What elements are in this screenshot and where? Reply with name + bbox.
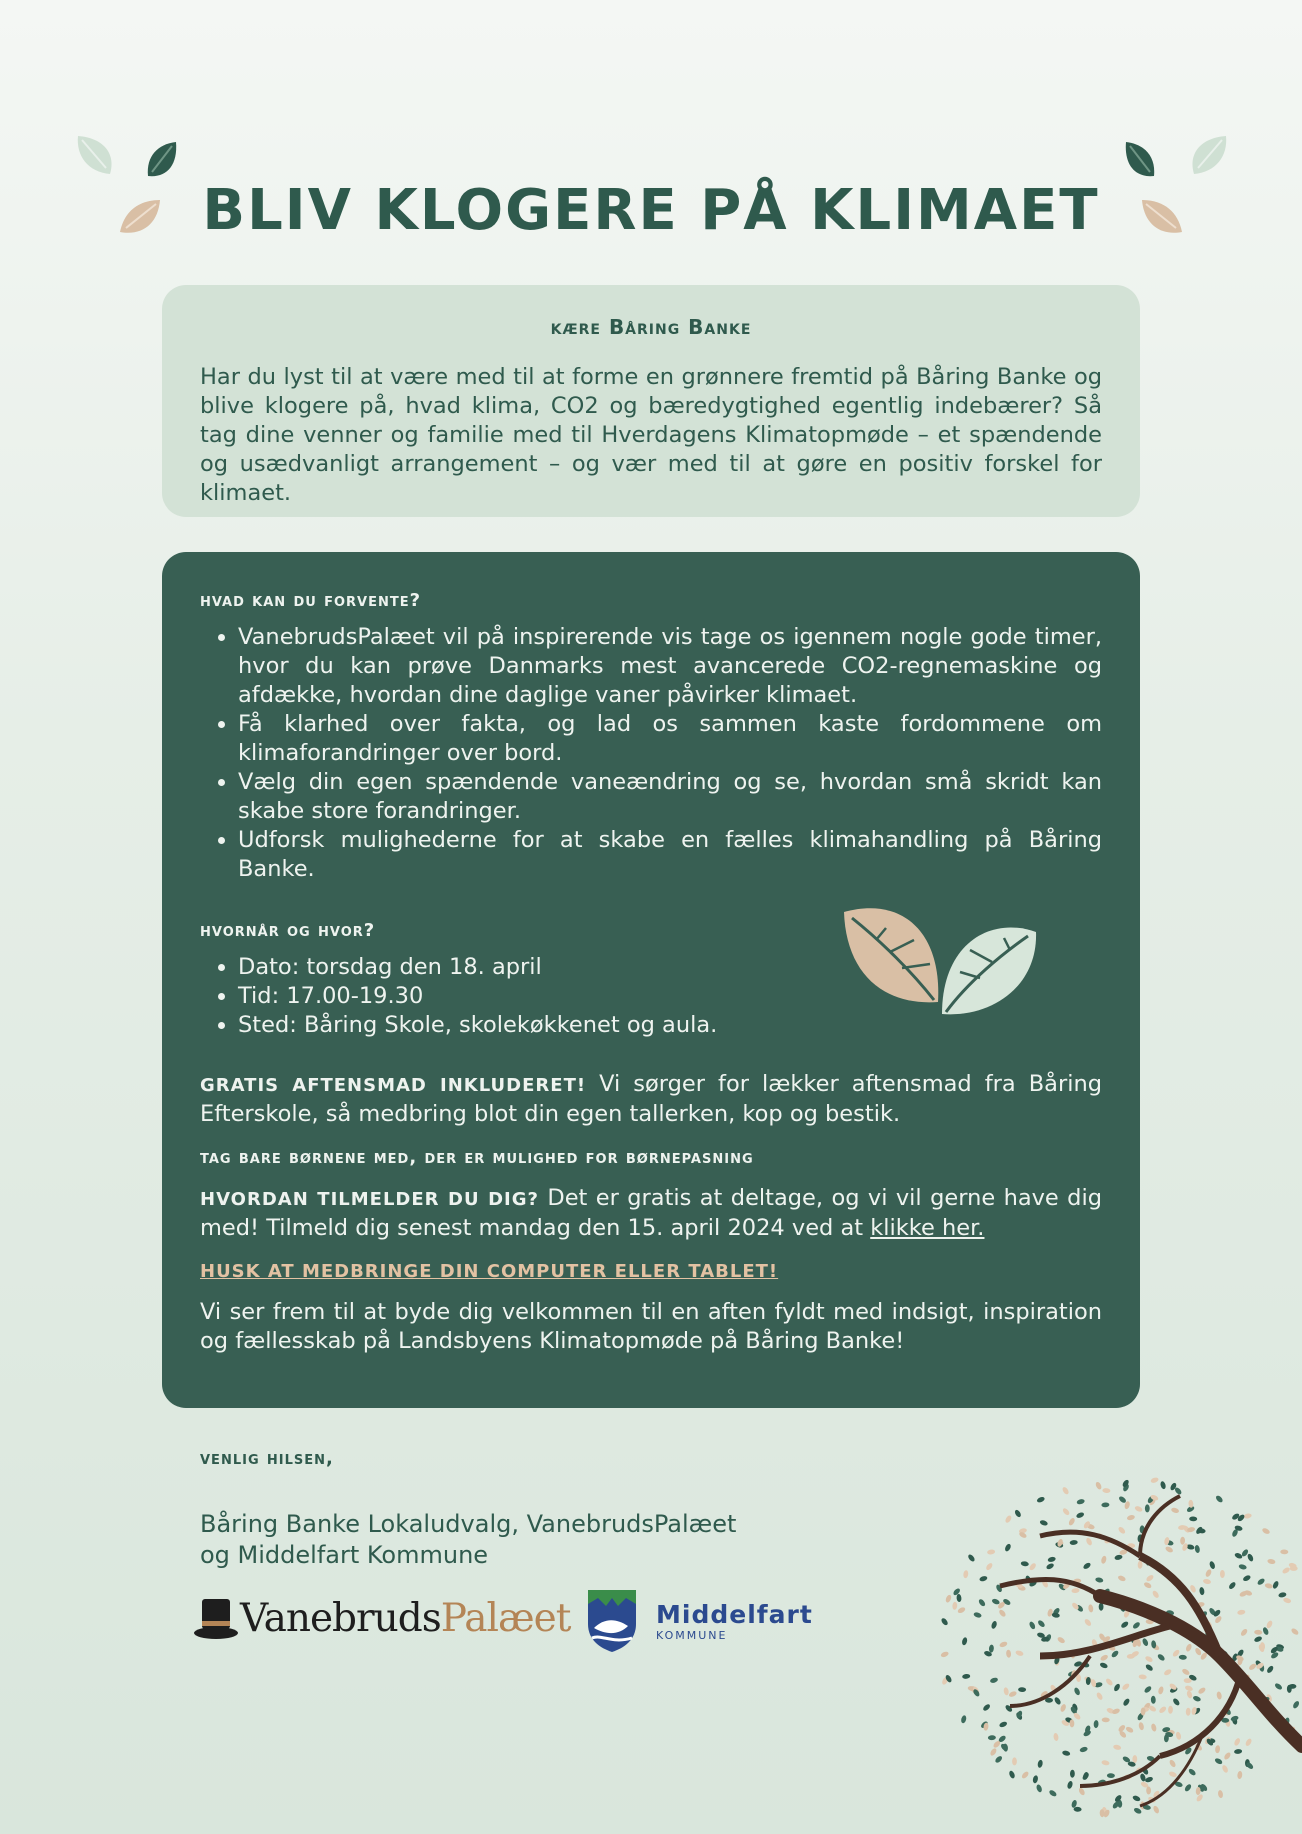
leaf-icon xyxy=(1186,132,1230,178)
leaves-icon xyxy=(842,902,1042,1026)
dinner-text: Vi sørger for lækker aftensmad fra Båring Efterskole, så medbring blot din egen tallerken, kop og bestik. xyxy=(200,1071,1102,1127)
signature-heading: venlig hilsen, xyxy=(200,1448,334,1469)
dinner-paragraph xyxy=(200,1070,1102,1129)
logo-text-1: Vanebruds xyxy=(240,1596,441,1641)
intro-text: Har du lyst til at være med til at forme en grønnere fremtid på Båring Banke og blive klogere på, hvad klima, CO2 og bæredygtighed egentlig indebærer? Så tag dine venner og familie med til Hverdagens Klimatopmøde – et spændende og usædvanligt arrangement – og vær med til at gøre en positiv forskel for klimaet. xyxy=(200,364,1102,506)
signature xyxy=(200,1448,736,1571)
signup-paragraph xyxy=(200,1184,1102,1243)
list-item: • Vælg din egen spændende vaneændring og se, hvordan små skridt kan skabe store forandringer. xyxy=(238,768,1102,826)
logo-text-2: Palæet xyxy=(440,1596,571,1641)
list-item: • VanebrudsPalæet vil på inspirerende vis tage os igennem nogle gode timer, hvor du kan prøve Danmarks mest avancerede CO2-regnemaskine og afdække, hvordan dine daglige vaner påvirker klimaet. xyxy=(238,623,1102,710)
logo-sub: KOMMUNE xyxy=(656,1629,728,1642)
intro-panel xyxy=(162,285,1140,517)
children-note: tag bare børnene med, der er mulighed for børnepasning xyxy=(200,1147,754,1168)
vanebrudspalaeet-logo xyxy=(192,1596,570,1641)
greeting: kære Båring Banke xyxy=(550,315,752,339)
page-title: BLIV KLOGERE PÅ KLIMAET xyxy=(202,178,1100,243)
top-hat-icon xyxy=(192,1597,240,1641)
expect-heading: hvad kan du forvente? xyxy=(200,590,422,611)
remember-note: HUSK AT MEDBRINGE DIN COMPUTER ELLER TABLET! xyxy=(200,1261,779,1282)
list-item: • Sted: Båring Skole, skolekøkkenet og aula. xyxy=(238,1011,1102,1040)
list-item: • Få klarhed over fakta, og lad os sammen kaste fordommene om klimaforandringer over bord. xyxy=(238,710,1102,768)
expect-list xyxy=(200,623,1102,884)
crest-icon xyxy=(586,1588,638,1654)
dinner-heading: GRATIS AFTENSMAD INKLUDERET! xyxy=(200,1075,587,1096)
list-item: • Tid: 17.00-19.30 xyxy=(238,982,1102,1011)
middelfart-kommune-logo xyxy=(586,1588,813,1654)
when-heading: hvornår og hvor? xyxy=(200,920,376,941)
list-item: • Udforsk mulighederne for at skabe en fælles klimahandling på Båring Banke. xyxy=(238,826,1102,884)
leaf-icon xyxy=(74,132,118,178)
closing-text: Vi ser frem til at byde dig velkommen til en aften fyldt med indsigt, inspiration og fællesskab på Landsbyens Klimatopmøde på Båring Banke! xyxy=(200,1299,1102,1354)
leaf-icon xyxy=(142,138,182,182)
signup-text: Det er gratis at deltage, og vi vil gerne have dig med! Tilmeld dig senest mandag den 15. april 2024 ved at xyxy=(200,1185,1102,1241)
leaf-icon xyxy=(1120,138,1160,182)
signup-link[interactable]: klikke her. xyxy=(870,1215,985,1241)
signup-heading: HVORDAN TILMELDER DU DIG? xyxy=(200,1189,539,1210)
tree-illustration xyxy=(840,1456,1302,1834)
logo-name: Middelfart xyxy=(656,1600,813,1629)
signature-line-1: Båring Banke Lokaludvalg, VanebrudsPalæet xyxy=(200,1510,737,1538)
list-item: • Dato: torsdag den 18. april xyxy=(238,953,1102,982)
info-panel xyxy=(162,552,1140,1408)
signature-line-2: og Middelfart Kommune xyxy=(200,1541,489,1569)
